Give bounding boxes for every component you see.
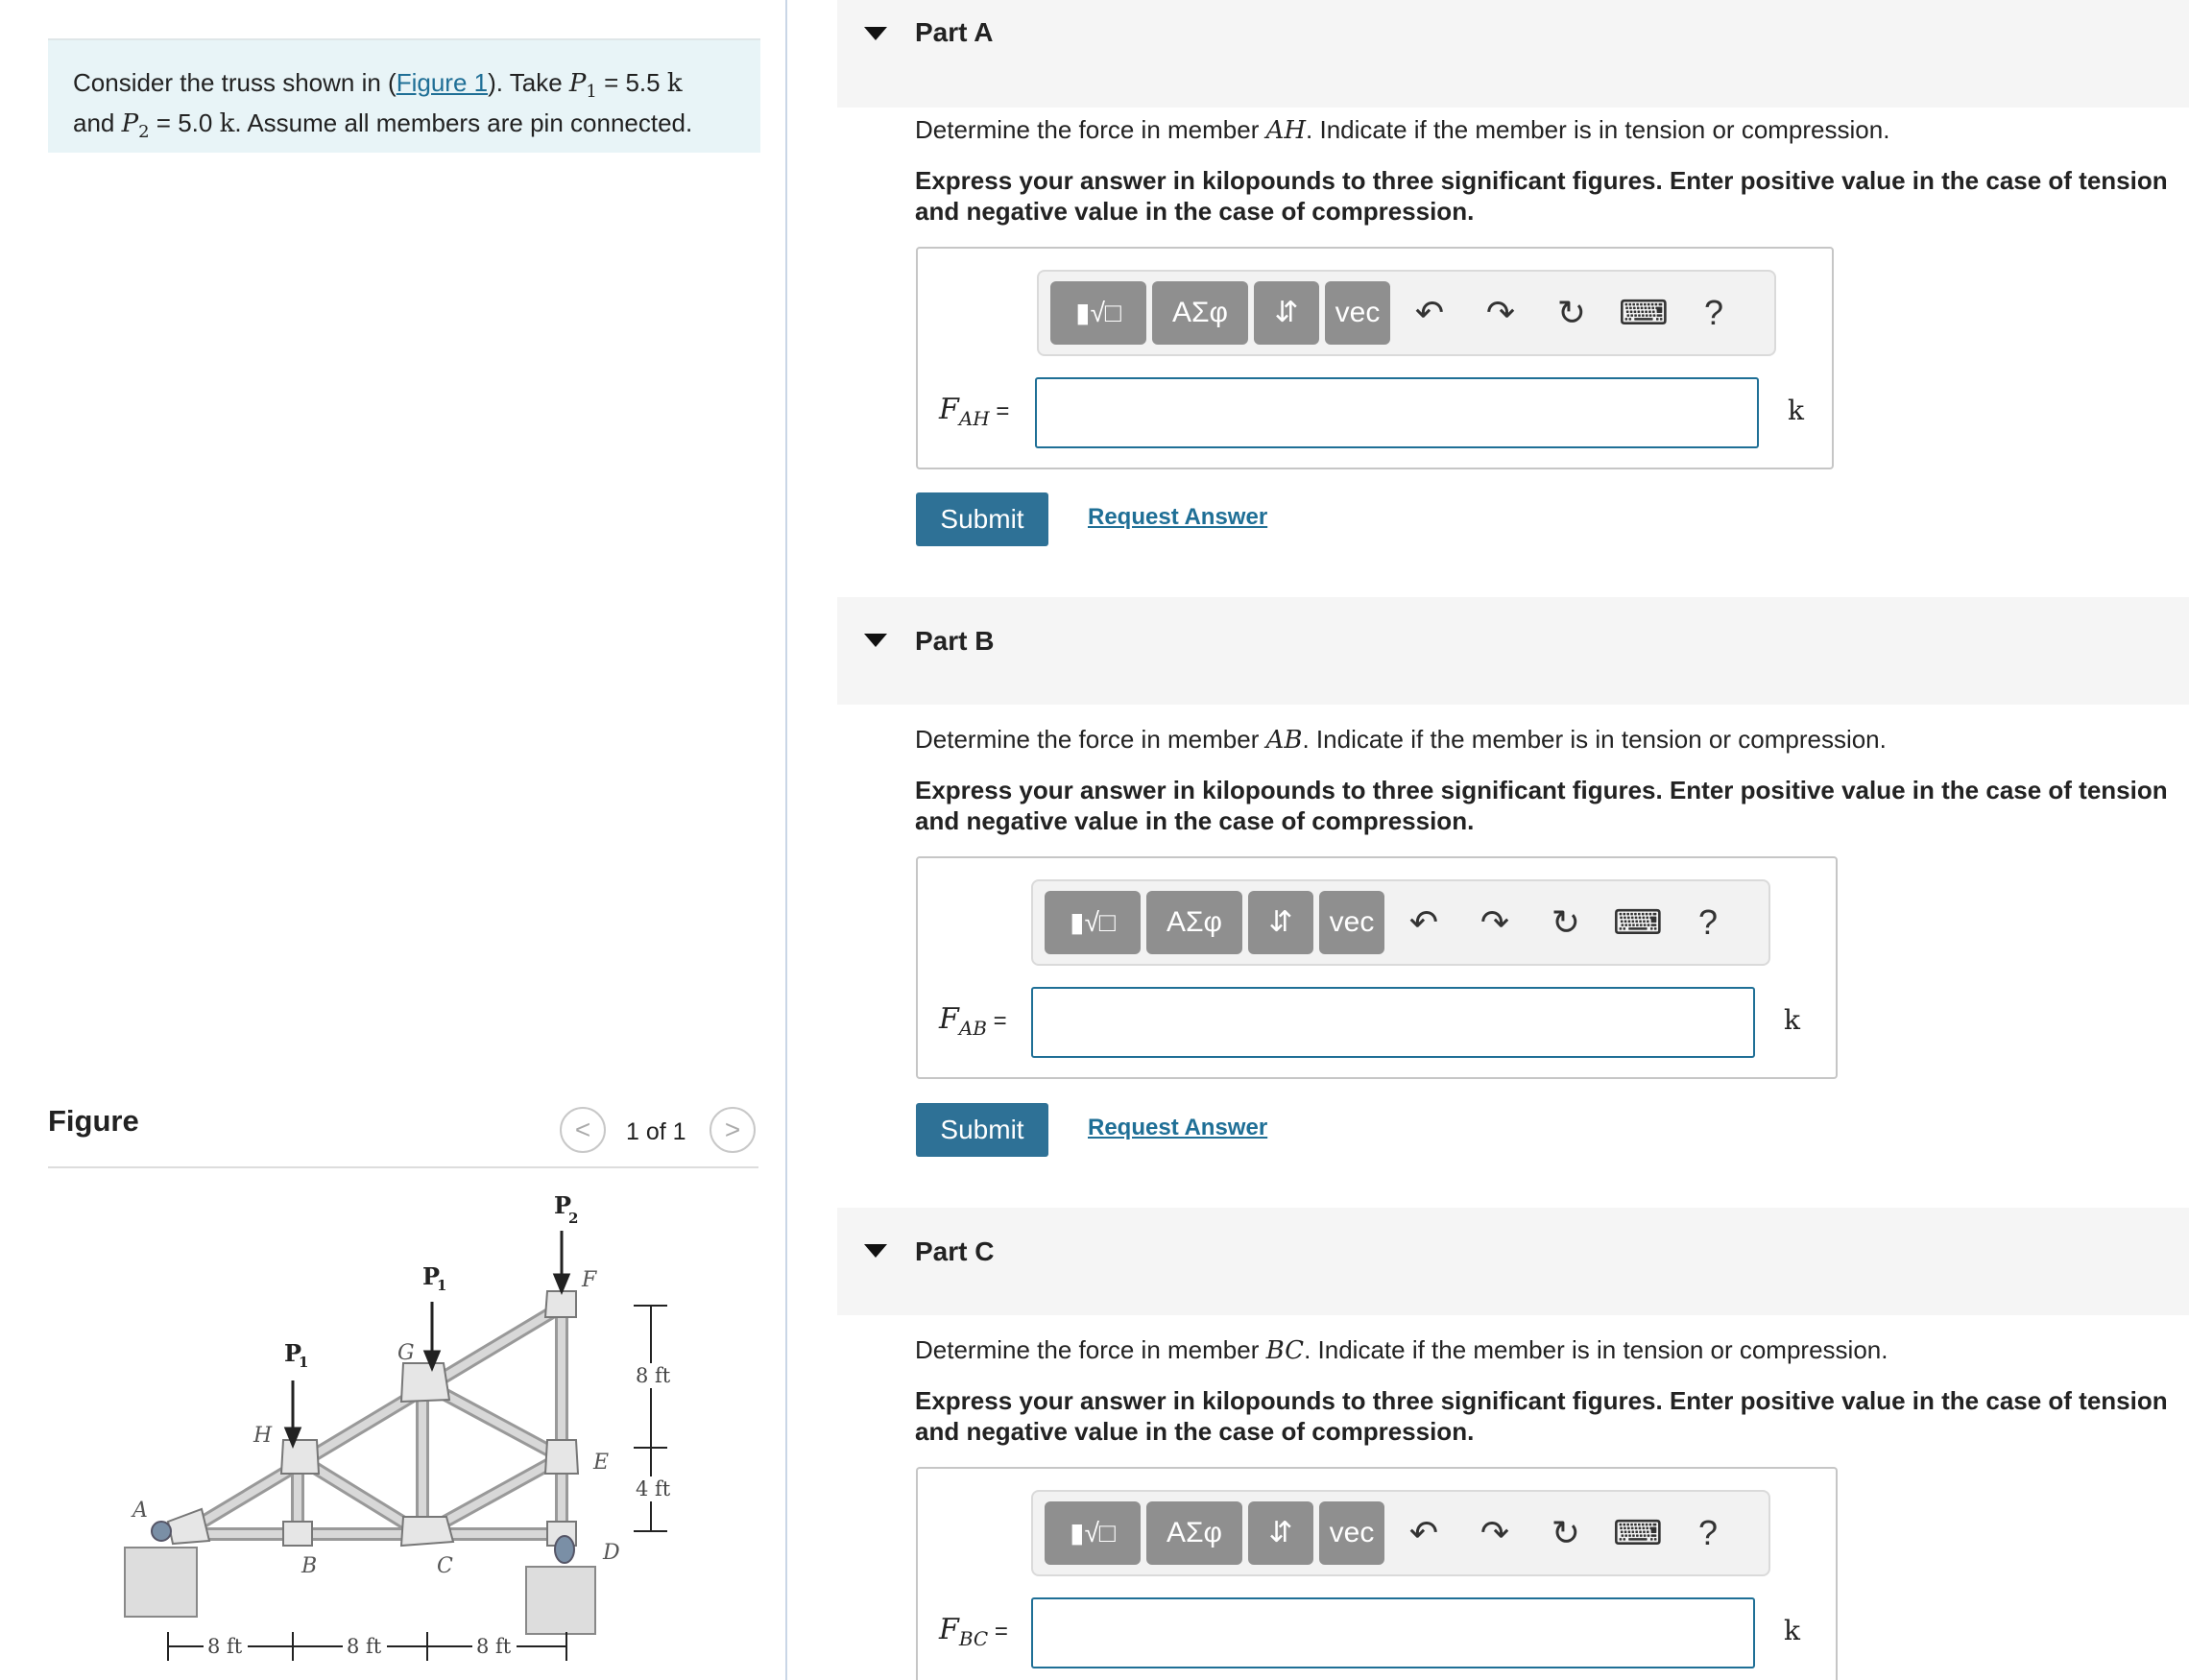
collapse-triangle-icon[interactable] — [864, 27, 887, 40]
variable-subscript: BC — [958, 1627, 989, 1650]
keyboard-icon[interactable]: ⌨ — [1613, 1513, 1663, 1552]
instruction-text: and negative value in the case of compression. — [915, 1417, 1475, 1446]
figure-divider — [48, 1166, 758, 1168]
member-name: AH — [1265, 116, 1307, 145]
problem-text: and — [73, 108, 122, 138]
instruction-text: and negative value in the case of compression. — [915, 806, 1475, 835]
part-c-instructions — [915, 1385, 2168, 1447]
reset-icon[interactable]: ↻ — [1556, 293, 1587, 332]
collapse-triangle-icon[interactable] — [864, 634, 887, 647]
p1-subscript: 1 — [586, 82, 597, 103]
question-text: Determine the force in member — [915, 725, 1266, 754]
p2-value: = 5.0 — [149, 108, 220, 138]
part-a-instructions — [915, 165, 2168, 227]
unit-label: k — [1784, 1004, 1800, 1036]
node-label-e: E — [593, 1451, 610, 1475]
unit-k: k — [219, 109, 235, 139]
help-icon[interactable]: ? — [1697, 1513, 1719, 1552]
templates-button[interactable] — [1045, 891, 1141, 954]
undo-icon[interactable]: ↶ — [1414, 293, 1445, 332]
node-label-c: C — [437, 1554, 453, 1578]
part-b-question — [915, 725, 1887, 755]
part-b-instructions — [915, 775, 2168, 836]
load-label-p1: P — [284, 1339, 302, 1367]
question-text: . Indicate if the member is in tension or compression. — [1306, 115, 1890, 144]
vector-button[interactable]: vec — [1325, 281, 1390, 345]
reset-icon[interactable]: ↻ — [1551, 1513, 1581, 1552]
load-label-p2-sub: 2 — [568, 1210, 579, 1227]
chevron-right-icon: > — [724, 1115, 741, 1144]
part-b-answer-box — [916, 856, 1838, 1079]
part-c-header[interactable] — [837, 1208, 2189, 1315]
redo-icon[interactable]: ↷ — [1485, 293, 1516, 332]
figure-title: Figure — [48, 1104, 139, 1138]
help-icon[interactable]: ? — [1703, 293, 1724, 332]
part-a-submit-button[interactable]: Submit — [916, 492, 1048, 546]
templates-icon: ▮√□ — [1070, 907, 1116, 937]
templates-button[interactable] — [1050, 281, 1146, 345]
member-name: BC — [1265, 1336, 1305, 1365]
variable-main: F — [939, 393, 959, 426]
prev-figure-button[interactable] — [560, 1107, 606, 1153]
part-c-question — [915, 1335, 1888, 1365]
answer-variable-label — [939, 1613, 1008, 1650]
next-figure-button[interactable] — [710, 1107, 756, 1153]
member-name: AB — [1265, 726, 1303, 755]
keyboard-icon[interactable]: ⌨ — [1613, 902, 1663, 942]
load-label-p1-sub: 1 — [299, 1354, 309, 1371]
variable-subscript: AH — [958, 407, 990, 430]
equals-sign: = — [988, 1619, 1008, 1644]
node-label-f: F — [582, 1268, 597, 1292]
part-b-answer-input[interactable] — [1031, 987, 1755, 1058]
dimension-label: 8 ft — [476, 1635, 512, 1658]
chevron-left-icon: < — [574, 1115, 591, 1144]
equals-sign: = — [986, 1008, 1007, 1034]
part-a-request-answer-link[interactable]: Request Answer — [1088, 504, 1268, 530]
redo-icon[interactable]: ↷ — [1479, 1513, 1510, 1552]
greek-symbols-button[interactable]: ΑΣφ — [1146, 891, 1242, 954]
question-text: Determine the force in member — [915, 115, 1266, 144]
undo-icon[interactable]: ↶ — [1408, 902, 1439, 942]
instruction-text: Express your answer in kilopounds to three significant figures. Enter positive value in the case of tension — [915, 166, 2168, 195]
answer-variable-label — [939, 1002, 1007, 1040]
help-icon[interactable]: ? — [1697, 902, 1719, 942]
panel-divider[interactable] — [785, 0, 787, 1680]
unit-label: k — [1788, 395, 1804, 426]
p1-value: = 5.5 — [596, 68, 667, 97]
question-text: . Indicate if the member is in tension or compression. — [1302, 725, 1887, 754]
math-toolbar — [1031, 1490, 1770, 1576]
truss-figure — [106, 1181, 730, 1680]
node-label-g: G — [397, 1341, 415, 1365]
load-label-p2: P — [554, 1191, 572, 1219]
load-label-p1-sub: 1 — [437, 1277, 447, 1294]
part-c-title: Part C — [915, 1236, 995, 1266]
node-label-d: D — [603, 1541, 620, 1565]
reset-icon[interactable]: ↻ — [1551, 902, 1581, 942]
dimension-label: 8 ft — [347, 1635, 382, 1658]
dimension-label: 8 ft — [207, 1635, 243, 1658]
keyboard-icon[interactable]: ⌨ — [1619, 293, 1669, 332]
part-c-answer-input[interactable] — [1031, 1597, 1755, 1668]
templates-button[interactable] — [1045, 1501, 1141, 1565]
dimension-label: 8 ft — [636, 1364, 671, 1387]
figure-link[interactable]: Figure 1 — [396, 68, 489, 97]
math-toolbar — [1037, 270, 1776, 356]
part-a-answer-box — [916, 247, 1834, 469]
p2-subscript: 2 — [138, 122, 150, 143]
problem-text: ). Take — [488, 68, 569, 97]
equals-sign: = — [989, 398, 1010, 424]
question-text: Determine the force in member — [915, 1335, 1266, 1364]
variable-main: F — [939, 1613, 959, 1646]
p2-variable: P — [121, 109, 139, 139]
problem-statement — [73, 67, 692, 148]
problem-text: . Assume all members are pin connected. — [234, 108, 693, 138]
part-b-header[interactable] — [837, 597, 2189, 705]
instruction-text: Express your answer in kilopounds to three significant figures. Enter positive value in the case of tension — [915, 1386, 2168, 1415]
instruction-text: Express your answer in kilopounds to three significant figures. Enter positive value in the case of tension — [915, 776, 2168, 804]
undo-icon[interactable]: ↶ — [1408, 1513, 1439, 1552]
problem-statement-box — [48, 38, 760, 153]
part-b-submit-button[interactable]: Submit — [916, 1103, 1048, 1157]
greek-symbols-button[interactable]: ΑΣφ — [1152, 281, 1248, 345]
part-a-title: Part A — [915, 17, 994, 47]
vector-button[interactable]: vec — [1319, 1501, 1384, 1565]
part-b-title: Part B — [915, 626, 995, 656]
p1-variable: P — [568, 69, 587, 98]
instruction-text: and negative value in the case of compression. — [915, 197, 1475, 226]
templates-icon: ▮√□ — [1070, 1518, 1116, 1548]
node-label-a: A — [132, 1499, 148, 1523]
part-a-question — [915, 115, 1889, 145]
arrows-button[interactable]: ⇵ — [1248, 891, 1313, 954]
part-c-answer-box — [916, 1467, 1838, 1680]
node-label-b: B — [301, 1554, 318, 1578]
variable-subscript: AB — [958, 1017, 987, 1040]
arrows-button[interactable]: ⇵ — [1254, 281, 1319, 345]
templates-icon: ▮√□ — [1075, 298, 1121, 327]
figure-counter: 1 of 1 — [626, 1118, 686, 1145]
node-label-h: H — [253, 1424, 273, 1448]
unit-k: k — [666, 69, 683, 98]
greek-symbols-button[interactable]: ΑΣφ — [1146, 1501, 1242, 1565]
part-a-header[interactable] — [837, 0, 2189, 108]
dimension-labels — [204, 1363, 673, 1659]
arrows-button[interactable]: ⇵ — [1248, 1501, 1313, 1565]
math-toolbar — [1031, 879, 1770, 966]
redo-icon[interactable]: ↷ — [1479, 902, 1510, 942]
unit-label: k — [1784, 1615, 1800, 1646]
variable-main: F — [939, 1002, 959, 1036]
problem-text: Consider the truss shown in ( — [73, 68, 397, 97]
part-a-answer-input[interactable] — [1035, 377, 1759, 448]
load-label-p1: P — [422, 1262, 441, 1290]
question-text: . Indicate if the member is in tension or compression. — [1304, 1335, 1888, 1364]
answer-variable-label — [939, 393, 1009, 430]
dimension-label: 4 ft — [636, 1477, 671, 1500]
vector-button[interactable]: vec — [1319, 891, 1384, 954]
collapse-triangle-icon[interactable] — [864, 1244, 887, 1258]
part-b-request-answer-link[interactable]: Request Answer — [1088, 1115, 1268, 1140]
